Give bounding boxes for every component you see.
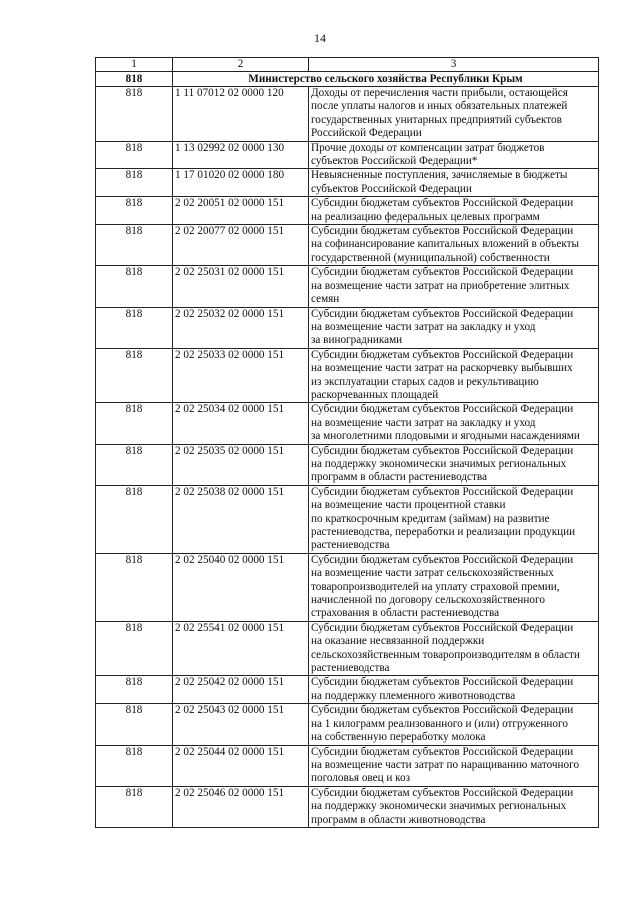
revenue-name-line: Субсидии бюджетам субъектов Российской Федерации: [311, 676, 574, 689]
revenue-name-line: на возмещение части затрат на раскорчевку выбывших: [311, 362, 573, 375]
revenue-code-cell: 2 02 25043 02 0000 151: [173, 704, 309, 745]
revenue-name-line: Субсидии бюджетам субъектов Российской Федерации: [311, 485, 574, 498]
revenue-name-line: из эксплуатации старых садов и рекультивацию: [311, 375, 539, 388]
admin-code-cell: 818: [96, 676, 173, 704]
revenue-name-line: Субсидии бюджетам субъектов Российской Федерации: [311, 621, 574, 634]
table-row: [96, 444, 599, 485]
revenue-code-cell: 2 02 25034 02 0000 151: [173, 403, 309, 444]
revenue-name-line: Субсидии бюджетам субъектов Российской Федерации: [311, 704, 574, 717]
ministry-admin-code: 818: [96, 72, 173, 87]
table-row: [96, 553, 599, 621]
revenue-code-cell: 2 02 25042 02 0000 151: [173, 676, 309, 704]
admin-code-cell: 818: [96, 266, 173, 307]
column-number-2: 2: [173, 58, 309, 72]
revenue-name-line: Субсидии бюджетам субъектов Российской Федерации: [311, 745, 574, 758]
revenue-name-cell: [309, 676, 599, 704]
table-row: [96, 704, 599, 745]
admin-code-cell: 818: [96, 485, 173, 553]
revenue-name-cell: [309, 403, 599, 444]
revenue-name-line: на поддержку экономически значимых региональных: [311, 800, 567, 813]
revenue-name-line: на софинансирование капитальных вложений в объекты: [311, 238, 580, 251]
table-body: [96, 58, 599, 828]
revenue-name-line: на собственную переработку молока: [311, 731, 486, 744]
admin-code-cell: 818: [96, 553, 173, 621]
revenue-code-cell: 2 02 20051 02 0000 151: [173, 197, 309, 225]
column-number-1: 1: [96, 58, 173, 72]
revenue-name-line: Доходы от перечисления части прибыли, остающейся: [311, 87, 568, 99]
revenue-code-table: [95, 57, 599, 828]
revenue-name-line: на возмещение части затрат на закладку и уход: [311, 320, 536, 333]
revenue-name-line: программ в области растениеводства: [311, 471, 487, 484]
revenue-code-cell: 2 02 25033 02 0000 151: [173, 348, 309, 403]
admin-code-cell: 818: [96, 141, 173, 169]
revenue-name-line: Субсидии бюджетам субъектов Российской Федерации: [311, 266, 574, 279]
revenue-name-line: на возмещение части затрат на приобретение элитных: [311, 279, 570, 292]
revenue-name-line: начисленной по договору сельскохозяйственного: [311, 594, 545, 607]
revenue-name-line: Российской Федерации: [311, 127, 422, 140]
revenue-code-cell: 2 02 25046 02 0000 151: [173, 786, 309, 827]
table-row: [96, 141, 599, 169]
revenue-name-line: программ в области животноводства: [311, 813, 486, 826]
revenue-name-line: на поддержку племенного животноводства: [311, 689, 516, 702]
revenue-code-cell: 1 13 02992 02 0000 130: [173, 141, 309, 169]
revenue-name-line: сельскохозяйственным товаропроизводителям в области: [311, 648, 580, 661]
revenue-code-cell: 2 02 25031 02 0000 151: [173, 266, 309, 307]
revenue-code-cell: 2 02 25044 02 0000 151: [173, 745, 309, 786]
revenue-name-cell: [309, 444, 599, 485]
table-row: [96, 403, 599, 444]
revenue-code-cell: 2 02 25541 02 0000 151: [173, 621, 309, 676]
table-row: [96, 621, 599, 676]
revenue-name-cell: [309, 704, 599, 745]
revenue-name-line: Субсидии бюджетам субъектов Российской Федерации: [311, 197, 574, 210]
admin-code-cell: 818: [96, 745, 173, 786]
revenue-name-line: на оказание несвязанной поддержки: [311, 635, 485, 648]
admin-code-cell: 818: [96, 169, 173, 197]
revenue-name-cell: [309, 485, 599, 553]
revenue-name-line: на поддержку экономически значимых региональных: [311, 457, 567, 470]
revenue-name-line: страхования в области растениеводства: [311, 607, 500, 620]
revenue-name-line: растениеводства: [311, 662, 390, 675]
revenue-code-cell: 2 02 25038 02 0000 151: [173, 485, 309, 553]
table-row: [96, 786, 599, 827]
revenue-name-line: государственных унитарных предприятий субъектов: [311, 113, 562, 126]
revenue-name-cell: [309, 225, 599, 266]
revenue-name-cell: [309, 169, 599, 197]
revenue-name-line: после уплаты налогов и иных обязательных платежей: [311, 100, 568, 113]
revenue-name-line: субъектов Российской Федерации*: [311, 155, 478, 168]
table-row: [96, 225, 599, 266]
admin-code-cell: 818: [96, 444, 173, 485]
revenue-code-cell: 1 11 07012 02 0000 120: [173, 87, 309, 142]
revenue-name-line: Субсидии бюджетам субъектов Российской Федерации: [311, 225, 574, 238]
revenue-name-line: Прочие доходы от компенсации затрат бюджетов: [311, 141, 545, 154]
revenue-name-line: на возмещение части затрат на закладку и уход: [311, 416, 536, 429]
revenue-name-line: растениеводства, переработки и реализации продукции: [311, 526, 576, 538]
revenue-code-cell: 2 02 25040 02 0000 151: [173, 553, 309, 621]
table-row: [96, 197, 599, 225]
revenue-name-cell: [309, 307, 599, 348]
revenue-name-line: растениеводства: [311, 539, 390, 552]
column-number-row: [96, 58, 599, 72]
page-number: 14: [314, 31, 326, 45]
revenue-name-line: Субсидии бюджетам субъектов Российской Федерации: [311, 786, 574, 799]
admin-code-cell: 818: [96, 403, 173, 444]
revenue-name-line: государственной (муниципальной) собственности: [311, 251, 550, 264]
admin-code-cell: 818: [96, 348, 173, 403]
revenue-name-cell: [309, 87, 599, 142]
ministry-row: [96, 72, 599, 87]
revenue-code-cell: 2 02 25035 02 0000 151: [173, 444, 309, 485]
table-row: [96, 348, 599, 403]
revenue-name-line: семян: [311, 293, 340, 306]
revenue-code-cell: 2 02 25032 02 0000 151: [173, 307, 309, 348]
revenue-name-cell: [309, 786, 599, 827]
revenue-code-cell: 1 17 01020 02 0000 180: [173, 169, 309, 197]
admin-code-cell: 818: [96, 307, 173, 348]
table-row: [96, 485, 599, 553]
admin-code-cell: 818: [96, 704, 173, 745]
revenue-name-line: за многолетними плодовыми и ягодными насаждениями: [311, 430, 580, 443]
revenue-name-cell: [309, 745, 599, 786]
revenue-name-line: Невыясненные поступления, зачисляемые в бюджеты: [311, 169, 568, 182]
table-row: [96, 676, 599, 704]
revenue-name-cell: [309, 266, 599, 307]
table-row: [96, 87, 599, 142]
revenue-name-cell: [309, 141, 599, 169]
table-row: [96, 307, 599, 348]
revenue-name-line: по краткосрочным кредитам (займам) на развитие: [311, 512, 550, 525]
revenue-name-line: на возмещение части процентной ставки: [311, 499, 506, 512]
revenue-name-line: на реализацию федеральных целевых программ: [311, 210, 540, 223]
admin-code-cell: 818: [96, 786, 173, 827]
revenue-name-cell: [309, 621, 599, 676]
revenue-name-line: раскорчеванных площадей: [311, 388, 439, 401]
revenue-name-line: товаропроизводителей на уплату страховой премии,: [311, 580, 560, 593]
revenue-name-line: поголовья овец и коз: [311, 772, 411, 785]
revenue-name-cell: [309, 553, 599, 621]
revenue-name-line: за виноградниками: [311, 334, 403, 347]
revenue-name-line: Субсидии бюджетам субъектов Российской Федерации: [311, 307, 574, 320]
admin-code-cell: 818: [96, 621, 173, 676]
table-row: [96, 169, 599, 197]
revenue-name-line: субъектов Российской Федерации: [311, 182, 472, 195]
table-row: [96, 745, 599, 786]
column-number-3: 3: [309, 58, 599, 72]
table-row: [96, 266, 599, 307]
revenue-name-line: на возмещение части затрат по наращиванию маточного: [311, 758, 580, 771]
admin-code-cell: 818: [96, 87, 173, 142]
revenue-name-line: Субсидии бюджетам субъектов Российской Федерации: [311, 444, 574, 457]
revenue-name-cell: [309, 348, 599, 403]
revenue-name-cell: [309, 197, 599, 225]
admin-code-cell: 818: [96, 197, 173, 225]
revenue-code-cell: 2 02 20077 02 0000 151: [173, 225, 309, 266]
revenue-name-line: на 1 килограмм реализованного и (или) отгруженного: [311, 717, 568, 730]
ministry-name: Министерство сельского хозяйства Республики Крым: [173, 72, 599, 87]
revenue-name-line: Субсидии бюджетам субъектов Российской Федерации: [311, 348, 574, 361]
revenue-name-line: на возмещение части затрат сельскохозяйственных: [311, 567, 554, 580]
revenue-name-line: Субсидии бюджетам субъектов Российской Федерации: [311, 553, 574, 566]
admin-code-cell: 818: [96, 225, 173, 266]
revenue-name-line: Субсидии бюджетам субъектов Российской Федерации: [311, 403, 574, 416]
